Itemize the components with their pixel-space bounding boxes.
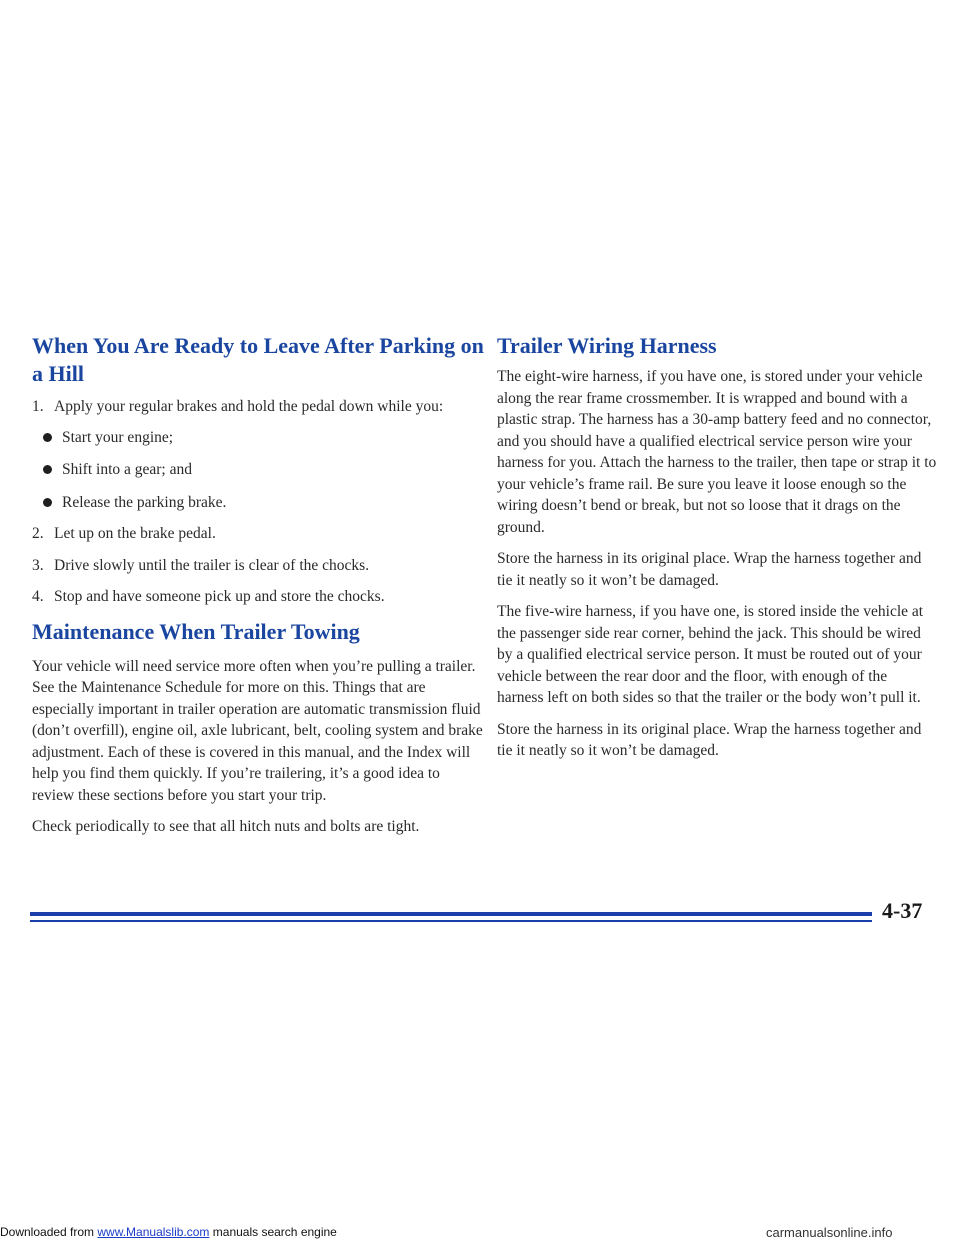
page-number: 4-37 xyxy=(882,898,923,923)
store-harness-paragraph-2: Store the harness in its original place. Wrap the harness together and tie it neatly so it won’t be damaged. xyxy=(497,720,922,759)
manualslib-link[interactable]: www.Manualslib.com xyxy=(97,1225,210,1239)
step-number: 3. xyxy=(32,556,44,574)
step-3 xyxy=(32,555,484,577)
heading-maintenance-trailer-towing: Maintenance When Trailer Towing xyxy=(32,618,360,644)
bullet-dot-icon xyxy=(43,498,52,507)
footer-prefix: Downloaded from xyxy=(0,1225,98,1239)
step-2 xyxy=(32,523,484,545)
heading-leave-after-parking: When You Are Ready to Leave After Parking on a Hill xyxy=(32,333,484,386)
store-harness-paragraph: Store the harness in its original place. Wrap the harness together and tie it neatly so it won’t be damaged. xyxy=(497,550,922,589)
five-wire-paragraph: The five-wire harness, if you have one, is stored inside the vehicle at the passenger side rear corner, behind the jack. This should be wired by a qualified electrical service person. It must be routed out of your vehicle between the rear door and the floor, with enough of the harness left on both sides so that the trailer or the body won’t pull it. xyxy=(497,603,924,706)
footer-rule-thin xyxy=(30,920,872,922)
bullet-item: Shift into a gear; and xyxy=(32,459,484,481)
step-text: Stop and have someone pick up and store the chocks. xyxy=(54,588,385,605)
hitch-check-paragraph: Check periodically to see that all hitch nuts and bolts are tight. xyxy=(32,818,420,835)
bullet-dot-icon xyxy=(43,465,52,474)
footer-rule-thick xyxy=(30,912,872,916)
step-text: Drive slowly until the trailer is clear of the chocks. xyxy=(54,556,370,574)
left-column xyxy=(32,332,484,838)
heading-trailer-wiring-harness: Trailer Wiring Harness xyxy=(497,333,717,358)
step-4 xyxy=(32,586,484,608)
step-number: 1. xyxy=(32,398,44,415)
download-footer xyxy=(0,1225,893,1240)
right-column xyxy=(497,332,937,762)
bullet-item: Start your engine; xyxy=(32,427,484,449)
step-number: 2. xyxy=(32,525,44,542)
step-text: Let up on the brake pedal. xyxy=(54,525,216,542)
watermark-brand: carmanualsonline.info xyxy=(766,1225,893,1240)
step-1 xyxy=(32,396,484,418)
step-number: 4. xyxy=(32,588,44,605)
bullet-dot-icon xyxy=(43,433,52,442)
footer-suffix: manuals search engine xyxy=(209,1225,337,1239)
maintenance-paragraph: Your vehicle will need service more often when you’re pulling a trailer. See the Maintenance Schedule for more on this. Things that are especially important in trailer operation are automatic transmission fluid (don’t overfill), engine oil, axle lubricant, belt, cooling system and brake adjustment. Each of these is covered in this manual, and the Index will help you find them quickly. If you’re trailering, it’s a good idea to review these sections before you start your trip. xyxy=(32,657,483,804)
step-text: Apply your regular brakes and hold the pedal down while you: xyxy=(54,398,444,415)
eight-wire-paragraph: The eight-wire harness, if you have one, is stored under your vehicle along the rear frame crossmember. It is wrapped and bound with a plastic strap. The harness has a 30-amp battery feed and no connector, and you should have a qualified electrical service person wire your harness for you. Attach the harness to the trailer, then tape or strap it to your vehicle’s frame rail. Be sure you leave it loose enough so the wiring doesn’t bend or break, but not so loose that it drags on the ground. xyxy=(497,368,937,536)
bullet-item: Release the parking brake. xyxy=(32,492,484,514)
